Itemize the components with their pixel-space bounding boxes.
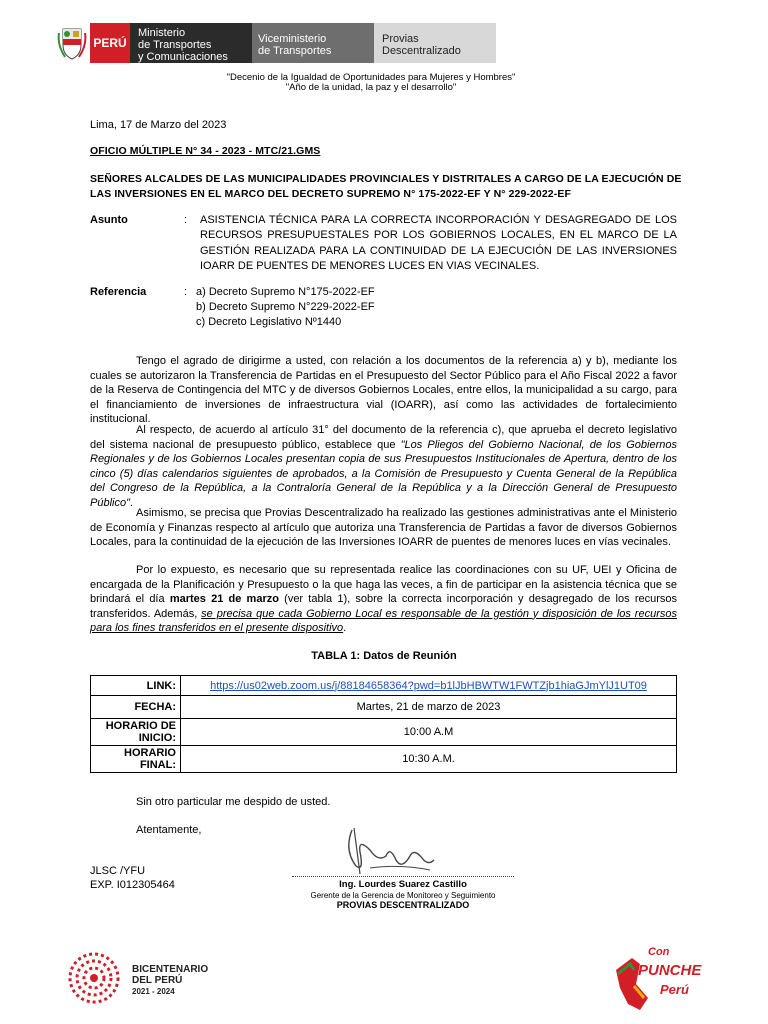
bicentenario-line-2: DEL PERÚ [132, 975, 183, 986]
meeting-table [90, 675, 677, 773]
signature-scribble [330, 820, 450, 880]
initials: JLSC /YFU [90, 865, 146, 877]
row-label: FECHA: [91, 696, 181, 719]
expedient-number: EXP. I012305464 [90, 879, 175, 891]
zoom-link[interactable]: https://us02web.zoom.us/j/88184658364?pwd=b1lJbHBWTW1FWTZjb1hiaGJmYlJ1UT09 [210, 679, 647, 692]
ministry-line-1: Ministerio [138, 27, 186, 39]
closing-salutation: Atentamente, [136, 824, 202, 836]
table-row [91, 719, 677, 746]
referencia-item: a) Decreto Supremo N°175-2022-EF [196, 286, 375, 298]
row-label: HORARIO FINAL: [91, 746, 181, 773]
referencia-item: b) Decreto Supremo N°229-2022-EF [196, 301, 375, 313]
referencia-colon: : [184, 286, 188, 298]
closing-line: Sin otro particular me despido de usted. [136, 796, 331, 808]
responsibility-note: se precisa que cada Gobierno Local es responsable de la gestión y disposición de los recursos para los fines transferidos en el presente dispositivo [90, 607, 677, 635]
body-paragraph-1 [90, 354, 677, 427]
table-row [91, 746, 677, 773]
row-value: Martes, 21 de marzo de 2023 [181, 696, 677, 719]
punche-con: Con [648, 946, 670, 958]
letter-date: Lima, 17 de Marzo del 2023 [90, 119, 227, 131]
punche-peru: Perú [660, 982, 689, 997]
row-label: LINK: [91, 676, 181, 696]
provias-line-2: Descentralizado [382, 45, 461, 57]
recipient-line-1: SEÑORES ALCALDES DE LAS MUNICIPALIDADES PROVINCIALES Y DISTRITALES A CARGO DE LA EJECUCIÓN DE [90, 173, 682, 185]
referencia-label: Referencia [90, 286, 147, 298]
bicentenario-text [132, 964, 208, 997]
recipient-line-2: LAS INVERSIONES EN EL MARCO DEL DECRETO SUPREMO N° 175-2022-EF Y N° 229-2022-EF [90, 188, 571, 200]
ministry-line-3: y Comunicaciones [138, 51, 228, 63]
signature-line [292, 876, 514, 877]
signer-organization: PROVIAS DESCENTRALIZADO [336, 900, 470, 910]
provias-box [374, 23, 496, 63]
asunto-label: Asunto [90, 214, 128, 226]
row-value [181, 676, 677, 696]
bicentenario-line-1: BICENTENARIO [132, 964, 209, 975]
referencia-item: c) Decreto Legislativo Nº1440 [196, 316, 342, 328]
row-label: HORARIO DE INICIO: [91, 719, 181, 746]
provias-line-1: Provias [382, 33, 419, 45]
meeting-date-bold: martes 21 de marzo [169, 593, 279, 606]
paragraph-text: Asimismo, se precisa que Provias Descentralizado ha realizado las gestiones administrativas ante el Ministerio de Economía y Finanzas respecto al artículo que autoriza una Transferencia de Partidas a favor de diversos Gobiernos Locales, para la continuidad de la ejecución de las Inversiones IOARR de puentes de menores luces en vías vecinales. [90, 507, 677, 549]
signer-role: Gerente de la Gerencia de Monitoreo y Seguimiento [310, 891, 496, 900]
paragraph-text: (ver tabla 1), sobre la correcta incorporación y desagregado de los recursos transferidos. Además, [90, 593, 677, 620]
punche-word: PUNCHE [638, 962, 702, 979]
paragraph-text: Por lo expuesto, es necesario que su representada realice las coordinaciones con su UF, UEI y Oficina de encargada de la Planificación y Presupuesto o la que haga las veces, a fin de participar en la asistencia técnica que se brindará el día [90, 564, 677, 606]
asunto-text: ASISTENCIA TÉCNICA PARA LA CORRECTA INCORPORACIÓN Y DESAGREGADO DE LOS RECURSOS PRESUPUESTALES POR LOS GOBIERNOS LOCALES, EN EL MARCO DE LA GESTIÓN REALIZADA PARA LA CONTINUIDAD DE LA EJECUCIÓN DE LAS INVERSIONES IOARR DE PUENTES DE MENORES LUCES EN VIAS VECINALES. [200, 214, 677, 272]
paragraph-end: . [129, 496, 134, 509]
paragraph-end: . [343, 622, 347, 635]
peru-brand-box: PERÚ [90, 23, 130, 63]
vice-line-1: Viceministerio [258, 33, 327, 45]
table-row [91, 676, 677, 696]
row-value: 10:30 A.M. [181, 746, 677, 773]
table-caption: TABLA 1: Datos de Reunión [311, 650, 457, 662]
viceministry-box [252, 23, 374, 63]
body-paragraph-4 [90, 563, 677, 636]
quoted-article: "Los Pliegos del Gobierno Nacional, de los Gobiernos Regionales y de los Gobiernos Locales presentan copia de sus Presupuestos Institucionales de Apertura, dentro de los cinco (5) días calendarios siguientes de aprobados, a la Comisión de Presupuesto y Cuenta General de la República del Congreso de la República, a la Contraloría General de la República y a la Dirección General de Presupuesto Público" [90, 438, 677, 509]
row-value: 10:00 A.M [181, 719, 677, 746]
oficio-number: OFICIO MÚLTIPLE N° 34 - 2023 - MTC/21.GMS [90, 145, 321, 157]
table-row [91, 696, 677, 719]
body-paragraph-2 [90, 423, 677, 511]
vice-line-2: de Transportes [258, 45, 332, 57]
asunto-colon: : [184, 214, 188, 226]
paragraph-text: Al respecto, de acuerdo al artículo 31° del documento de la referencia c), que aprueba el decreto legislativo del sistema nacional de presupuesto público, establece que [90, 424, 677, 451]
recipient [90, 172, 690, 202]
bicentenario-emblem-icon [60, 950, 128, 1006]
decenio-line-2: "Año de la unidad, la paz y el desarrollo" [285, 82, 457, 93]
decenio-line-1: "Decenio de la Igualdad de Oportunidades para Mujeres y Hombres" [226, 72, 516, 83]
peru-coat-of-arms-icon [57, 23, 87, 61]
bicentenario-years: 2021 - 2024 [132, 987, 175, 996]
paragraph-text: Tengo el agrado de dirigirme a usted, con relación a los documentos de la referencia a) y b), mediante los cuales se autorizaron la Transferencia de Partidas en el Presupuesto del Sector Público para el Año Fiscal 2022 a favor de la Reserva de Contingencia del MTC y de diversos Gobiernos Locales, entre ellos, la municipalidad a su cargo, para el financiamiento de inversiones de infraestructura vial (IOARR), así como las actividades de fortalecimiento institucional. [90, 355, 677, 426]
ministry-line-2: de Transportes [138, 39, 212, 51]
signer-name: Ing. Lourdes Suarez Castillo [339, 879, 467, 890]
con-punche-peru-logo [610, 940, 710, 1016]
body-paragraph-3 [90, 506, 677, 550]
referencia-list [196, 285, 375, 330]
ministry-box [130, 23, 252, 63]
